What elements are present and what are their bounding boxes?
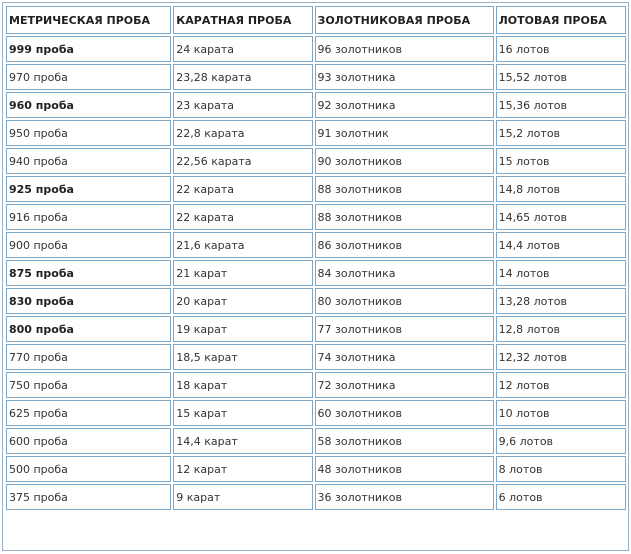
- cell-zolotnik: 92 золотника: [315, 92, 494, 118]
- table-row: [6, 120, 626, 146]
- cell-zolotnik: 84 золотника: [315, 260, 494, 286]
- table-frame: [2, 2, 629, 551]
- cell-metric: 916 проба: [6, 204, 171, 230]
- cell-lot: 13,28 лотов: [496, 288, 626, 314]
- cell-zolotnik: 72 золотника: [315, 372, 494, 398]
- cell-carat: 22,56 карата: [173, 148, 312, 174]
- cell-metric: 970 проба: [6, 64, 171, 90]
- table-row: [6, 372, 626, 398]
- cell-carat: 18,5 карат: [173, 344, 312, 370]
- cell-zolotnik: 58 золотников: [315, 428, 494, 454]
- cell-metric: 375 проба: [6, 484, 171, 510]
- table-row: [6, 64, 626, 90]
- cell-carat: 19 карат: [173, 316, 312, 342]
- cell-carat: 18 карат: [173, 372, 312, 398]
- cell-carat: 23 карата: [173, 92, 312, 118]
- table-row: [6, 288, 626, 314]
- cell-zolotnik: 77 золотников: [315, 316, 494, 342]
- cell-metric: 900 проба: [6, 232, 171, 258]
- cell-lot: 15 лотов: [496, 148, 626, 174]
- cell-zolotnik: 90 золотников: [315, 148, 494, 174]
- cell-zolotnik: 91 золотник: [315, 120, 494, 146]
- cell-lot: 9,6 лотов: [496, 428, 626, 454]
- cell-zolotnik: 88 золотников: [315, 176, 494, 202]
- cell-zolotnik: 74 золотника: [315, 344, 494, 370]
- cell-metric: 770 проба: [6, 344, 171, 370]
- cell-zolotnik: 86 золотников: [315, 232, 494, 258]
- cell-metric: 940 проба: [6, 148, 171, 174]
- table-row: [6, 344, 626, 370]
- cell-metric: 750 проба: [6, 372, 171, 398]
- cell-metric: 925 проба: [6, 176, 171, 202]
- cell-zolotnik: 48 золотников: [315, 456, 494, 482]
- cell-carat: 12 карат: [173, 456, 312, 482]
- cell-lot: 16 лотов: [496, 36, 626, 62]
- cell-zolotnik: 60 золотников: [315, 400, 494, 426]
- table-row: [6, 484, 626, 510]
- gold-fineness-table: [4, 4, 628, 512]
- table-row: [6, 92, 626, 118]
- cell-metric: 625 проба: [6, 400, 171, 426]
- cell-metric: 500 проба: [6, 456, 171, 482]
- cell-carat: 21 карат: [173, 260, 312, 286]
- cell-metric: 999 проба: [6, 36, 171, 62]
- table-row: [6, 148, 626, 174]
- cell-zolotnik: 36 золотников: [315, 484, 494, 510]
- cell-zolotnik: 80 золотников: [315, 288, 494, 314]
- cell-carat: 24 карата: [173, 36, 312, 62]
- cell-carat: 15 карат: [173, 400, 312, 426]
- table-row: [6, 456, 626, 482]
- table-row: [6, 204, 626, 230]
- cell-lot: 14,4 лотов: [496, 232, 626, 258]
- cell-zolotnik: 96 золотников: [315, 36, 494, 62]
- cell-metric: 830 проба: [6, 288, 171, 314]
- header-zolotnik: ЗОЛОТНИКОВАЯ ПРОБА: [315, 6, 494, 34]
- table-row: [6, 176, 626, 202]
- cell-lot: 14,65 лотов: [496, 204, 626, 230]
- cell-metric: 600 проба: [6, 428, 171, 454]
- cell-carat: 22 карата: [173, 204, 312, 230]
- header-metric: МЕТРИЧЕСКАЯ ПРОБА: [6, 6, 171, 34]
- header-row: [6, 6, 626, 34]
- cell-carat: 22 карата: [173, 176, 312, 202]
- table-row: [6, 400, 626, 426]
- cell-zolotnik: 88 золотников: [315, 204, 494, 230]
- header-carat: КАРАТНАЯ ПРОБА: [173, 6, 312, 34]
- cell-carat: 23,28 карата: [173, 64, 312, 90]
- cell-carat: 14,4 карат: [173, 428, 312, 454]
- header-lot: ЛОТОВАЯ ПРОБА: [496, 6, 626, 34]
- cell-carat: 22,8 карата: [173, 120, 312, 146]
- cell-carat: 21,6 карата: [173, 232, 312, 258]
- cell-carat: 20 карат: [173, 288, 312, 314]
- cell-lot: 15,52 лотов: [496, 64, 626, 90]
- table-row: [6, 36, 626, 62]
- table-row: [6, 316, 626, 342]
- cell-lot: 6 лотов: [496, 484, 626, 510]
- cell-lot: 12,32 лотов: [496, 344, 626, 370]
- cell-lot: 12,8 лотов: [496, 316, 626, 342]
- cell-lot: 14 лотов: [496, 260, 626, 286]
- cell-lot: 15,36 лотов: [496, 92, 626, 118]
- cell-lot: 14,8 лотов: [496, 176, 626, 202]
- cell-metric: 950 проба: [6, 120, 171, 146]
- cell-carat: 9 карат: [173, 484, 312, 510]
- cell-zolotnik: 93 золотника: [315, 64, 494, 90]
- table-row: [6, 232, 626, 258]
- cell-lot: 15,2 лотов: [496, 120, 626, 146]
- cell-lot: 12 лотов: [496, 372, 626, 398]
- cell-lot: 8 лотов: [496, 456, 626, 482]
- table-row: [6, 260, 626, 286]
- table-row: [6, 428, 626, 454]
- cell-lot: 10 лотов: [496, 400, 626, 426]
- cell-metric: 960 проба: [6, 92, 171, 118]
- cell-metric: 875 проба: [6, 260, 171, 286]
- cell-metric: 800 проба: [6, 316, 171, 342]
